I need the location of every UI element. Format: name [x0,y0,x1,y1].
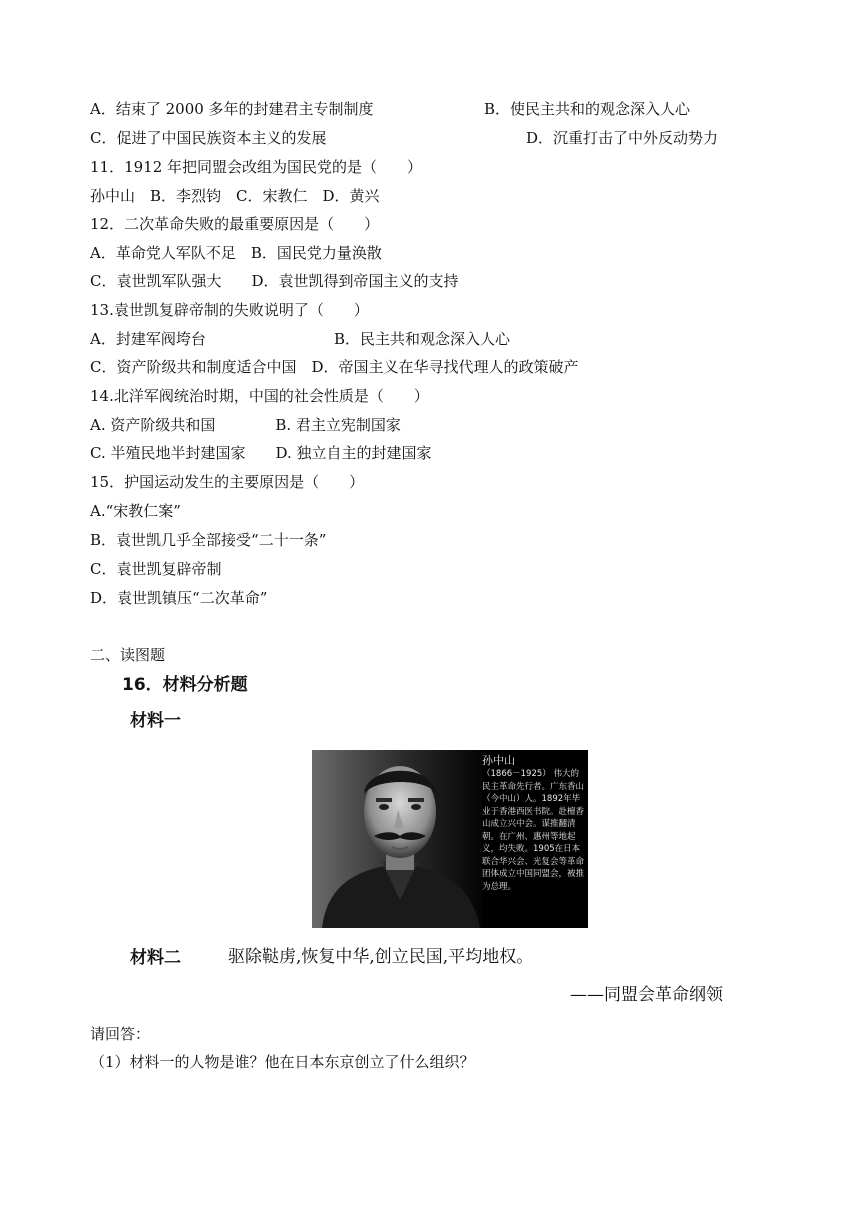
q11-options: 孙中山 B．李烈钧 C．宋教仁 D．黄兴 [90,187,380,205]
q16-title: 16．材料分析题 [122,675,248,695]
q13-option-b: B．民主共和观念深入人心 [334,330,511,348]
material1-label: 材料一 [130,711,181,731]
q10-option-d: D．沉重打击了中外反动势力 [526,129,719,147]
material2-text: 驱除鞑虏,恢复中华,创立民国,平均地权。 [228,947,534,967]
q14-options-line2: C. 半殖民地半封建国家 D. 独立自主的封建国家 [90,444,432,462]
q15-option-c: C．袁世凯复辟帝制 [90,560,222,578]
sun-yat-sen-portrait [312,750,588,928]
answer-prompt: 请回答： [90,1025,151,1043]
caption-name: 孙中山 [482,754,515,767]
sub-question-1: （1）材料一的人物是谁？他在日本东京创立了什么组织？ [90,1053,475,1071]
portrait-caption [482,754,584,893]
q15-option-a: A.“宋教仁案” [90,502,181,520]
q12-options-line2: C．袁世凯军队强大 D．袁世凯得到帝国主义的支持 [90,272,459,290]
q15-option-d: D．袁世凯镇压“二次革命” [90,589,268,607]
q10-option-a: A．结束了 2000 多年的封建君主专制制度 [90,100,374,118]
q14-options-line1: A. 资产阶级共和国 B. 君主立宪制国家 [90,416,401,434]
q14-stem: 14.北洋军阀统治时期，中国的社会性质是（ ） [90,387,429,405]
material2-label: 材料二 [130,948,181,968]
q12-options-line1: A．革命党人军队不足 B．国民党力量涣散 [90,244,382,262]
q13-option-a: A．封建军阀垮台 [90,330,206,348]
q15-stem: 15．护国运动发生的主要原因是（ ） [90,473,365,491]
q13-options-line2: C．资产阶级共和制度适合中国 D．帝国主义在华寻找代理人的政策破产 [90,358,579,376]
q13-stem: 13.袁世凯复辟帝制的失败说明了（ ） [90,301,369,319]
caption-years: （1866－1925） [482,769,551,779]
q11-stem: 11．1912 年把同盟会改组为国民党的是（ ） [90,158,423,176]
q12-stem: 12．二次革命失败的最重要原因是（ ） [90,215,380,233]
material2-source: ——同盟会革命纲领 [570,985,723,1005]
q10-option-c: C．促进了中国民族资本主义的发展 [90,129,327,147]
caption-body: 伟大的民主革命先行者。广东香山（今中山）人。1892年毕业于香港西医书院。赴檀香山成立兴中会。谋推翻清朝。在广州、惠州等地起义，均失败。1905在日本联合华兴会、光复会等革命团体成立中国同盟会，被推为总理。 [482,769,585,892]
section-heading: 二、读图题 [90,646,166,664]
q15-option-b: B．袁世凯几乎全部接受“二十一条” [90,531,327,549]
q10-option-b: B．使民主共和的观念深入人心 [484,100,691,118]
